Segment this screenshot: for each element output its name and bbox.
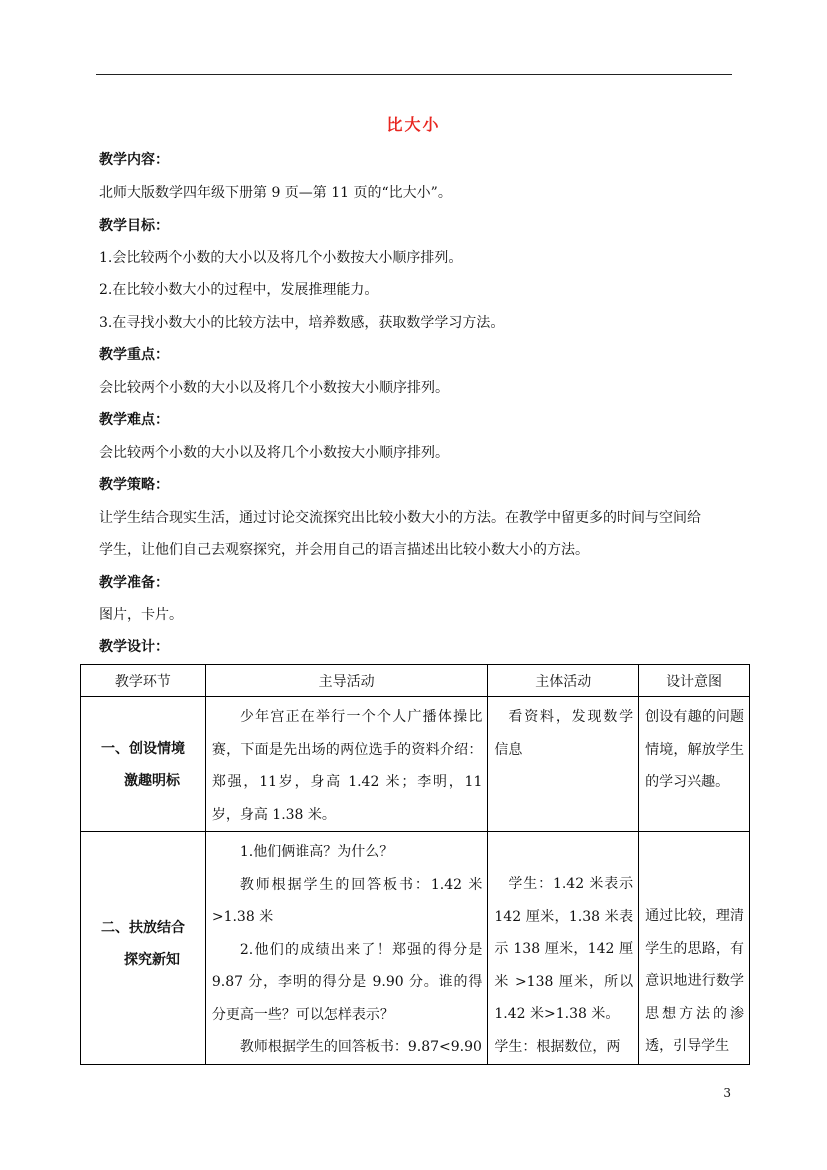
strategy-line-2: 学生，让他们自己去观察探究，并会用自己的语言描述出比较小数大小的方法。 bbox=[99, 542, 589, 558]
preparation-text: 图片，卡片。 bbox=[99, 607, 183, 623]
difficulty-text: 会比较两个小数的大小以及将几个小数按大小顺序排列。 bbox=[99, 445, 449, 461]
lesson-design-table bbox=[80, 664, 750, 1065]
design-intent-cell bbox=[639, 832, 750, 1065]
student-activity-cell bbox=[488, 832, 639, 1065]
stage-label: 二、扶放结合 bbox=[101, 920, 185, 936]
design-intent-text: 通过比较，理清学生的思路，有意识地进行数学思想方法的渗透，引导学生 bbox=[645, 908, 744, 1054]
section-heading-strategy: 教学策略： bbox=[99, 477, 169, 493]
stage-label: 激趣明标 bbox=[124, 773, 180, 789]
goal-item-2: 2.在比较小数大小的过程中，发展推理能力。 bbox=[99, 282, 379, 298]
table-row bbox=[81, 832, 750, 1065]
strategy-line-1: 让学生结合现实生活，通过讨论交流探究出比较小数大小的方法。在教学中留更多的时间与空间给 bbox=[99, 510, 701, 526]
section-heading-preparation: 教学准备： bbox=[99, 575, 169, 591]
lead-activity-cell bbox=[205, 697, 488, 832]
section-heading-focus: 教学重点： bbox=[99, 347, 169, 363]
lead-activity-cell bbox=[205, 832, 488, 1065]
goal-item-1: 1.会比较两个小数的大小以及将几个小数按大小顺序排列。 bbox=[99, 250, 463, 266]
design-intent-text: 创设有趣的问题情境，解放学生的学习兴趣。 bbox=[645, 709, 744, 790]
student-activity-cell bbox=[488, 697, 639, 832]
content-text: 北师大版数学四年级下册第 9 页—第 11 页的“比大小”。 bbox=[99, 185, 452, 201]
stage-cell bbox=[81, 832, 206, 1065]
stage-cell bbox=[81, 697, 206, 832]
table-header-cell: 教学环节 bbox=[81, 665, 206, 697]
goal-item-3: 3.在寻找小数大小的比较方法中，培养数感，获取数学学习方法。 bbox=[99, 315, 505, 331]
table-header-cell: 主导活动 bbox=[205, 665, 488, 697]
design-intent-cell bbox=[639, 697, 750, 832]
student-activity-text: 看资料，发现数学信息 bbox=[494, 709, 634, 758]
table-header-cell: 设计意图 bbox=[639, 665, 750, 697]
lead-activity-text: 教师根据学生的回答板书：9.87<9.90 bbox=[239, 1039, 482, 1055]
lead-activity-text: 2.他们的成绩出来了！郑强的得分是 9.87 分，李明的得分是 9.90 分。谁的得分更高一些？可以怎样表示？ bbox=[211, 941, 483, 1023]
header-rule bbox=[96, 74, 732, 75]
table-header-cell: 主体活动 bbox=[488, 665, 639, 697]
section-heading-design: 教学设计： bbox=[99, 639, 169, 655]
stage-label: 一、创设情境 bbox=[101, 741, 185, 757]
lead-activity-text: 少年宫正在举行一个个人广播体操比赛，下面是先出场的两位选手的资料介绍：郑强，11岁，身高 1.42 米；李明，11岁，身高 1.38 米。 bbox=[211, 709, 483, 823]
page-number: 3 bbox=[723, 1086, 731, 1100]
lead-activity-text: 1.他们俩谁高？为什么？ bbox=[239, 844, 394, 860]
section-heading-difficulty: 教学难点： bbox=[99, 412, 169, 428]
student-activity-text: 学生：1.42 米表示 142 厘米，1.38 米表示 138 厘米，142 厘米 >138 厘米，所以 1.42 米>1.38 米。 bbox=[494, 876, 634, 1022]
student-activity-text: 学生：根据数位，两 bbox=[494, 1038, 621, 1055]
table-row bbox=[81, 697, 750, 832]
lead-activity-text: 教师根据学生的回答板书：1.42 米 >1.38 米 bbox=[211, 876, 483, 925]
section-heading-content: 教学内容： bbox=[99, 152, 169, 168]
stage-label: 探究新知 bbox=[124, 952, 180, 968]
focus-text: 会比较两个小数的大小以及将几个小数按大小顺序排列。 bbox=[99, 380, 449, 396]
section-heading-goals: 教学目标： bbox=[99, 218, 169, 234]
page-title: 比大小 bbox=[386, 115, 441, 134]
table-header-row bbox=[81, 665, 750, 697]
